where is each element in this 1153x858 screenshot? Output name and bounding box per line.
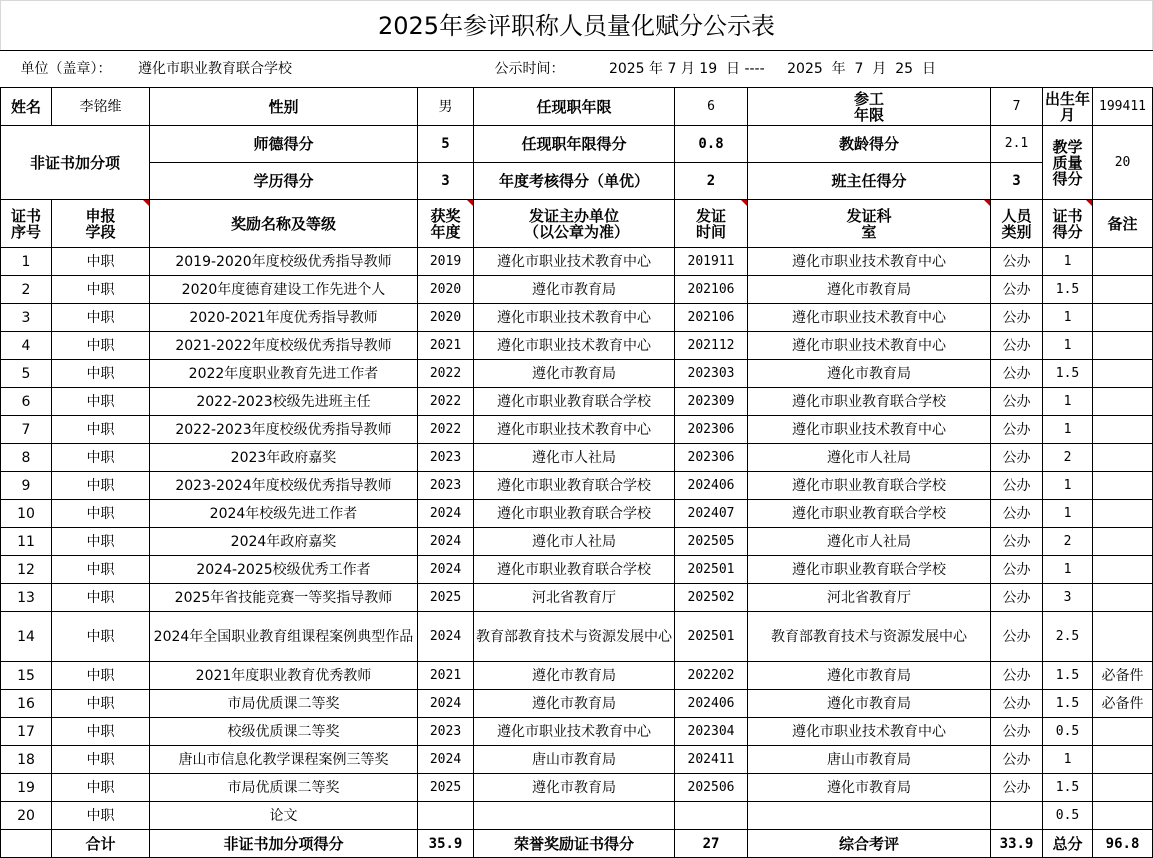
table-row [1,718,1153,746]
cell-issuer: 遵化市职业技术教育中心 [474,248,675,276]
cell-stage: 中职 [52,746,150,774]
cell-dept: 遵化市职业技术教育中心 [748,718,991,746]
tenure-score-label: 任现职年限得分 [474,126,675,163]
cell-time: 202106 [675,276,748,304]
cell-no: 4 [1,332,52,360]
cell-year: 2020 [418,304,474,332]
cell-issuer: 遵化市教育局 [474,690,675,718]
edu-label: 学历得分 [150,163,418,200]
cell-no: 11 [1,528,52,556]
cell-type: 公办 [991,528,1043,556]
cell-score: 1 [1043,248,1093,276]
table-row [1,612,1153,662]
cell-award: 2021-2022年度校级优秀指导教师 [150,332,418,360]
table-row [1,500,1153,528]
cell-year: 2023 [418,718,474,746]
cell-year: 2020 [418,276,474,304]
cell-issuer: 遵化市职业教育联合学校 [474,472,675,500]
col-type: 人员类别 [991,200,1043,248]
cell-type: 公办 [991,746,1043,774]
cell-year: 2023 [418,472,474,500]
cell-time: 202304 [675,718,748,746]
table-row [1,584,1153,612]
honor-score: 27 [675,830,748,858]
cell-type: 公办 [991,556,1043,584]
cell-award: 2024-2025校级优秀工作者 [150,556,418,584]
cell-no: 16 [1,690,52,718]
cell-score: 1.5 [1043,774,1093,802]
cell-year: 2024 [418,612,474,662]
overall-label: 综合考评 [748,830,991,858]
ethics-value: 5 [418,126,474,163]
overall-score: 33.9 [991,830,1043,858]
cell-type: 公办 [991,304,1043,332]
cell-stage: 中职 [52,718,150,746]
notice-label: 公示时间： [494,61,565,77]
cell-note [1093,718,1153,746]
cell-dept: 教育部教育技术与资源发展中心 [748,612,991,662]
cell-note [1093,746,1153,774]
table-row [1,388,1153,416]
cell-time: 202502 [675,584,748,612]
cell-dept: 遵化市职业技术教育中心 [748,248,991,276]
cell-no: 20 [1,802,52,830]
col-no: 证书序号 [1,200,52,248]
table-row [1,690,1153,718]
col-score: 证书得分 [1043,200,1093,248]
cell-type: 公办 [991,360,1043,388]
cell-no: 6 [1,388,52,416]
cell-dept [748,802,991,830]
cell-dept: 遵化市人社局 [748,444,991,472]
cell-issuer: 遵化市职业技术教育中心 [474,718,675,746]
cell-award: 2024年全国职业教育组课程案例典型作品 [150,612,418,662]
cell-award: 2022-2023校级先进班主任 [150,388,418,416]
cell-issuer: 唐山市教育局 [474,746,675,774]
cell-dept: 遵化市职业教育联合学校 [748,388,991,416]
table-row [1,662,1153,690]
cell-time: 202406 [675,472,748,500]
cell-score: 1 [1043,472,1093,500]
cell-stage: 中职 [52,472,150,500]
cell-note [1093,584,1153,612]
cell-year: 2024 [418,690,474,718]
unit-label: 单位（盖章）： [20,61,112,77]
cell-no: 17 [1,718,52,746]
cell-score: 1.5 [1043,360,1093,388]
cell-year: 2022 [418,416,474,444]
cell-type: 公办 [991,444,1043,472]
cell-note: 必备件 [1093,662,1153,690]
cell-issuer: 遵化市教育局 [474,662,675,690]
cell-award: 2023年政府嘉奖 [150,444,418,472]
table-row [1,304,1153,332]
cell-award: 2020-2021年度优秀指导教师 [150,304,418,332]
cell-stage: 中职 [52,690,150,718]
cell-award: 2019-2020年度校级优秀指导教师 [150,248,418,276]
quality-value: 20 [1093,126,1153,200]
cell-score: 2.5 [1043,612,1093,662]
edu-value: 3 [418,163,474,200]
head-label: 班主任得分 [748,163,991,200]
cell-time: 202411 [675,746,748,774]
table-row [1,528,1153,556]
cell-no: 1 [1,248,52,276]
cell-stage: 中职 [52,500,150,528]
cell-dept: 遵化市教育局 [748,662,991,690]
cell-award: 论文 [150,802,418,830]
cell-dept: 遵化市职业技术教育中心 [748,416,991,444]
cell-note [1093,774,1153,802]
cell-note [1093,500,1153,528]
cell-time: 202501 [675,556,748,584]
birth-label: 出生年月 [1043,88,1093,126]
cell-stage: 中职 [52,612,150,662]
unit-line [1,51,675,88]
cell-time: 202505 [675,528,748,556]
cell-score: 1 [1043,304,1093,332]
footer-blank [1,830,52,858]
unit-name: 遵化市职业教育联合学校 [137,61,292,77]
cell-issuer: 遵化市职业教育联合学校 [474,388,675,416]
cell-note [1093,276,1153,304]
work-years-value: 7 [991,88,1043,126]
tenure-label: 任现职年限 [474,88,675,126]
total-label: 合计 [52,830,150,858]
cell-score: 2 [1043,528,1093,556]
table-row [1,472,1153,500]
cell-score: 1 [1043,746,1093,774]
cell-score: 1.5 [1043,662,1093,690]
cell-stage: 中职 [52,304,150,332]
cell-issuer: 遵化市职业教育联合学校 [474,556,675,584]
cell-time: 202501 [675,612,748,662]
cell-no: 12 [1,556,52,584]
cell-note [1093,388,1153,416]
cell-no: 3 [1,304,52,332]
sum-score: 96.8 [1093,830,1153,858]
cell-time: 202407 [675,500,748,528]
birth-value: 199411 [1093,88,1153,126]
cell-no: 8 [1,444,52,472]
cell-note [1093,416,1153,444]
cell-issuer: 教育部教育技术与资源发展中心 [474,612,675,662]
cell-dept: 遵化市教育局 [748,276,991,304]
cell-time: 202202 [675,662,748,690]
cell-note [1093,332,1153,360]
cell-note [1093,444,1153,472]
cell-dept: 遵化市教育局 [748,774,991,802]
cell-no: 15 [1,662,52,690]
cell-stage: 中职 [52,556,150,584]
cell-stage: 中职 [52,360,150,388]
cell-score: 1.5 [1043,690,1093,718]
cell-year: 2022 [418,388,474,416]
cell-type: 公办 [991,472,1043,500]
cell-time [675,802,748,830]
cell-type: 公办 [991,248,1043,276]
cell-time: 202112 [675,332,748,360]
cell-award: 2023-2024年度校级优秀指导教师 [150,472,418,500]
annual-value: 2 [675,163,748,200]
table-row [1,416,1153,444]
cell-score: 1 [1043,556,1093,584]
head-value: 3 [991,163,1043,200]
non-cert-score: 35.9 [418,830,474,858]
cell-issuer: 遵化市教育局 [474,360,675,388]
col-dept: 发证科室 [748,200,991,248]
cell-award: 校级优质课二等奖 [150,718,418,746]
page-title: 2025年参评职称人员量化赋分公示表 [1,1,1153,51]
cell-dept: 遵化市教育局 [748,690,991,718]
cell-no: 18 [1,746,52,774]
honor-label: 荣誉奖励证书得分 [474,830,675,858]
gender-value: 男 [418,88,474,126]
cell-award: 2024年校级先进工作者 [150,500,418,528]
cell-year: 2021 [418,332,474,360]
cell-stage: 中职 [52,416,150,444]
col-time: 发证时间 [675,200,748,248]
cell-year: 2024 [418,556,474,584]
cell-time: 202306 [675,416,748,444]
cell-note [1093,556,1153,584]
cell-stage: 中职 [52,332,150,360]
cell-type: 公办 [991,774,1043,802]
cell-year [418,802,474,830]
cell-award: 市局优质课二等奖 [150,690,418,718]
tenure-value: 6 [675,88,748,126]
ethics-label: 师德得分 [150,126,418,163]
cell-dept: 遵化市人社局 [748,528,991,556]
cell-time: 202106 [675,304,748,332]
table-row [1,248,1153,276]
notice-end: 2025 年 7 月 25 日 [787,61,936,77]
cell-stage: 中职 [52,248,150,276]
cell-type: 公办 [991,662,1043,690]
cell-award: 2022-2023年度校级优秀指导教师 [150,416,418,444]
cell-issuer: 遵化市职业技术教育中心 [474,304,675,332]
table-row [1,802,1153,830]
cell-time: 202506 [675,774,748,802]
seniority-value: 2.1 [991,126,1043,163]
cell-type: 公办 [991,388,1043,416]
cell-stage: 中职 [52,276,150,304]
cell-issuer: 遵化市人社局 [474,444,675,472]
cell-time: 202306 [675,444,748,472]
cell-time: 202309 [675,388,748,416]
cell-issuer: 遵化市教育局 [474,774,675,802]
cell-type: 公办 [991,584,1043,612]
cell-stage: 中职 [52,388,150,416]
cell-score: 0.5 [1043,718,1093,746]
cell-award: 2025年省技能竞赛一等奖指导教师 [150,584,418,612]
cell-year: 2022 [418,360,474,388]
cell-award: 唐山市信息化教学课程案例三等奖 [150,746,418,774]
cell-stage: 中职 [52,662,150,690]
cell-award: 2021年度职业教育优秀教师 [150,662,418,690]
cell-time: 202406 [675,690,748,718]
cell-issuer: 遵化市人社局 [474,528,675,556]
cell-year: 2023 [418,444,474,472]
cell-score: 0.5 [1043,802,1093,830]
non-cert-score-label: 非证书加分项得分 [150,830,418,858]
cell-note [1093,528,1153,556]
cell-award: 市局优质课二等奖 [150,774,418,802]
cell-issuer: 遵化市职业技术教育中心 [474,332,675,360]
table-row [1,276,1153,304]
cell-no: 10 [1,500,52,528]
cell-type: 公办 [991,276,1043,304]
cell-dept: 遵化市职业教育联合学校 [748,472,991,500]
col-award: 奖励名称及等级 [150,200,418,248]
cell-score: 1 [1043,500,1093,528]
cell-no: 2 [1,276,52,304]
quality-label: 教学质量得分 [1043,126,1093,200]
cell-type: 公办 [991,500,1043,528]
cell-issuer: 河北省教育厅 [474,584,675,612]
cell-no: 5 [1,360,52,388]
cell-dept: 河北省教育厅 [748,584,991,612]
cell-year: 2025 [418,774,474,802]
cell-score: 1.5 [1043,276,1093,304]
name-label: 姓名 [1,88,52,126]
cell-type: 公办 [991,690,1043,718]
cell-issuer: 遵化市职业教育联合学校 [474,500,675,528]
cell-note [1093,304,1153,332]
cell-stage: 中职 [52,774,150,802]
cell-stage: 中职 [52,444,150,472]
tenure-score-value: 0.8 [675,126,748,163]
cell-dept: 遵化市职业技术教育中心 [748,304,991,332]
cell-no: 7 [1,416,52,444]
work-years-label: 参工年限 [748,88,991,126]
cell-issuer [474,802,675,830]
cell-stage: 中职 [52,528,150,556]
cell-type: 公办 [991,332,1043,360]
table-row [1,332,1153,360]
certificate-rows [1,248,1153,830]
cell-dept: 遵化市职业教育联合学校 [748,556,991,584]
cell-no: 13 [1,584,52,612]
cell-type [991,802,1043,830]
name-value: 李铭维 [52,88,150,126]
seniority-label: 教龄得分 [748,126,991,163]
table-row [1,556,1153,584]
cell-score: 3 [1043,584,1093,612]
gender-label: 性别 [150,88,418,126]
cell-dept: 唐山市教育局 [748,746,991,774]
cell-year: 2019 [418,248,474,276]
col-note: 备注 [1093,200,1153,248]
cell-award: 2020年度德育建设工作先进个人 [150,276,418,304]
cell-score: 2 [1043,444,1093,472]
cell-dept: 遵化市职业技术教育中心 [748,332,991,360]
cell-dept: 遵化市教育局 [748,360,991,388]
cell-stage: 中职 [52,802,150,830]
cell-issuer: 遵化市教育局 [474,276,675,304]
cell-note [1093,248,1153,276]
cell-type: 公办 [991,416,1043,444]
cell-note: 必备件 [1093,690,1153,718]
cell-award: 2022年度职业教育先进工作者 [150,360,418,388]
cell-year: 2025 [418,584,474,612]
annual-label: 年度考核得分（单优） [474,163,675,200]
table-row [1,360,1153,388]
cell-type: 公办 [991,718,1043,746]
non-cert-label: 非证书加分项 [1,126,150,200]
col-year: 获奖年度 [418,200,474,248]
notice-time [494,51,1153,88]
cell-issuer: 遵化市职业技术教育中心 [474,416,675,444]
table-row [1,444,1153,472]
cell-score: 1 [1043,416,1093,444]
notice-start: 2025 年 7 月 19 日 ---- [608,61,765,77]
cell-score: 1 [1043,388,1093,416]
col-issuer: 发证主办单位（以公章为准） [474,200,675,248]
cell-year: 2024 [418,746,474,774]
cell-note [1093,360,1153,388]
cell-note [1093,472,1153,500]
cell-note [1093,802,1153,830]
cell-type: 公办 [991,612,1043,662]
table-row [1,746,1153,774]
cell-no: 19 [1,774,52,802]
cell-dept: 遵化市职业教育联合学校 [748,500,991,528]
cell-year: 2024 [418,528,474,556]
cell-time: 201911 [675,248,748,276]
cell-time: 202303 [675,360,748,388]
table-row [1,774,1153,802]
cell-award: 2024年政府嘉奖 [150,528,418,556]
cell-stage: 中职 [52,584,150,612]
col-stage: 申报学段 [52,200,150,248]
cell-score: 1 [1043,332,1093,360]
cell-no: 9 [1,472,52,500]
cell-note [1093,612,1153,662]
cell-year: 2024 [418,500,474,528]
sum-label: 总分 [1043,830,1093,858]
cell-no: 14 [1,612,52,662]
cell-year: 2021 [418,662,474,690]
